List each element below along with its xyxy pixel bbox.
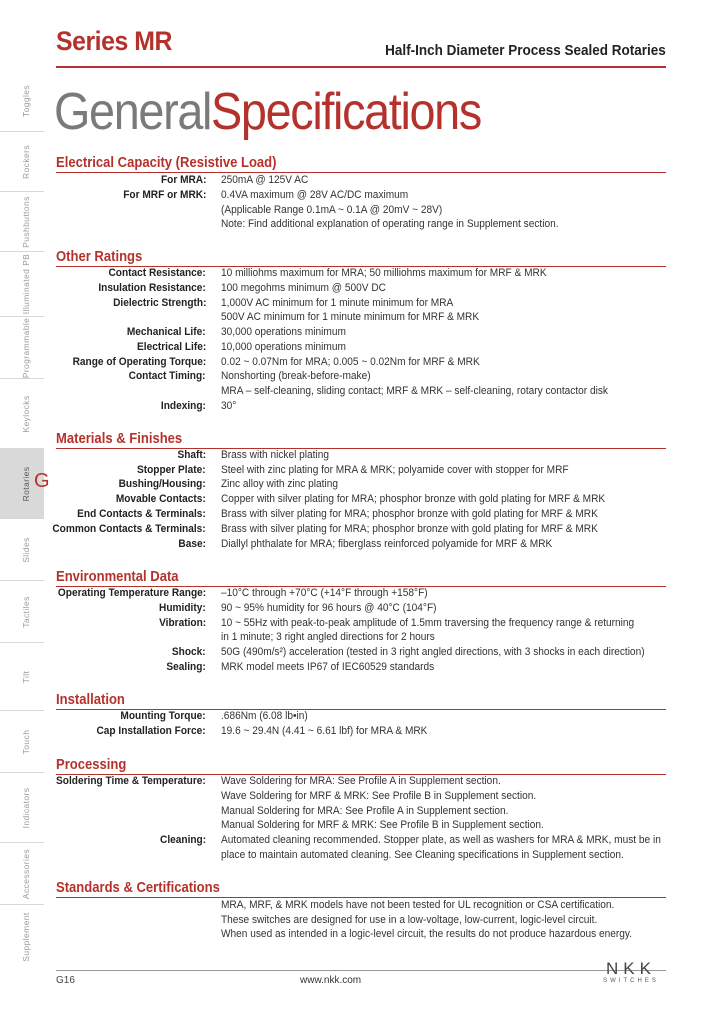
spec-label: Dielectric Strength:	[112, 297, 206, 309]
section-title-materials: Materials & Finishes	[56, 431, 183, 447]
spec-value: Note: Find additional explanation of operating range in Supplement section.	[221, 218, 559, 230]
side-tab-label: Accessories	[21, 848, 31, 899]
spec-row	[0, 522, 720, 537]
spec-value: 50G (490m/s²) acceleration (tested in 3 right angled directions, with 3 shocks in each direction)	[221, 646, 645, 658]
side-tab-label: Slides	[21, 536, 31, 563]
section-title-electrical: Electrical Capacity (Resistive Load)	[56, 155, 277, 171]
page-heading	[54, 82, 481, 142]
spec-value: 10 milliohms maximum for MRA; 50 milliohms maximum for MRF & MRK	[221, 267, 547, 279]
spec-value: Nonshorting (break-before-make)	[221, 370, 371, 382]
spec-value: Manual Soldering for MRF & MRK: See Profile B in Supplement section.	[221, 819, 544, 831]
spec-label: Base:	[178, 538, 206, 550]
spec-row	[0, 833, 720, 848]
spec-row	[0, 281, 720, 296]
side-tab-label: Illuminated PB	[21, 253, 31, 315]
spec-row	[0, 384, 720, 399]
spec-label: Mounting Torque:	[120, 710, 206, 722]
spec-value: 0.4VA maximum @ 28V AC/DC maximum	[221, 189, 409, 201]
spec-row	[0, 927, 720, 942]
spec-row	[0, 217, 720, 232]
spec-row	[0, 645, 720, 660]
spec-label: Humidity:	[159, 602, 206, 614]
spec-row	[0, 296, 720, 311]
section-letter: G	[34, 470, 50, 492]
spec-label: Electrical Life:	[136, 341, 206, 353]
spec-row	[0, 325, 720, 340]
spec-row	[0, 537, 720, 552]
spec-value: Brass with silver plating for MRA; phosphor bronze with gold plating for MRF & MRK	[221, 508, 598, 520]
section-title-standards: Standards & Certifications	[56, 880, 220, 896]
spec-label: Vibration:	[158, 617, 206, 629]
nkk-logo	[596, 960, 666, 986]
spec-row	[0, 369, 720, 384]
spec-row	[0, 203, 720, 218]
side-tab-label: Programmable	[21, 317, 31, 378]
spec-row	[0, 355, 720, 370]
spec-label: Contact Timing:	[129, 370, 206, 382]
section-title-processing: Processing	[56, 757, 127, 773]
spec-row	[0, 818, 720, 833]
section-title-other-ratings: Other Ratings	[56, 249, 143, 265]
spec-value: Automated cleaning recommended. Stopper plate, as well as washers for MRA & MRK, must be in	[221, 834, 661, 846]
spec-row	[0, 709, 720, 724]
spec-label: Bushing/Housing:	[118, 478, 206, 490]
spec-label: Stopper Plate:	[137, 464, 206, 476]
spec-label: End Contacts & Terminals:	[77, 508, 206, 520]
spec-value: 1,000V AC minimum for 1 minute minimum for MRA	[221, 297, 454, 309]
spec-row	[0, 724, 720, 739]
side-tab-label: Toggles	[21, 84, 31, 117]
spec-label: Soldering Time & Temperature:	[56, 775, 206, 787]
spec-label: Mechanical Life:	[127, 326, 206, 338]
website-link[interactable]: www.nkk.com	[300, 975, 362, 986]
side-tab-label: Pushbuttons	[21, 195, 31, 248]
side-tab-label: Rockers	[21, 144, 31, 179]
header-divider	[56, 66, 666, 68]
spec-value: 250mA @ 125V AC	[221, 174, 309, 186]
spec-row	[0, 448, 720, 463]
spec-value: Diallyl phthalate for MRA; fiberglass reinforced polyamide for MRF & MRK	[221, 538, 553, 550]
spec-row	[0, 507, 720, 522]
side-tab-label: Rotaries	[21, 466, 31, 501]
spec-value: 30,000 operations minimum	[221, 326, 346, 338]
spec-value: 90 ~ 95% humidity for 96 hours @ 40°C (104°F)	[221, 602, 437, 614]
page-number: G16	[56, 975, 75, 986]
spec-value: 500V AC minimum for 1 minute minimum for MRF & MRK	[221, 311, 480, 323]
spec-value: (Applicable Range 0.1mA ~ 0.1A @ 20mV ~ 28V)	[221, 204, 443, 216]
spec-label: Range of Operating Torque:	[72, 356, 206, 368]
spec-label: Operating Temperature Range:	[57, 587, 206, 599]
heading-word-general: General	[54, 83, 212, 141]
side-tab-label: Supplement	[21, 912, 31, 962]
spec-value: Wave Soldering for MRA: See Profile A in Supplement section.	[221, 775, 501, 787]
footer-divider	[56, 970, 666, 971]
series-title: Series MR	[56, 26, 172, 56]
spec-value: When used as intended in a logic-level circuit, the results do not produce hazardous energy.	[221, 928, 633, 940]
spec-value: Steel with zinc plating for MRA & MRK; polyamide cover with stopper for MRF	[221, 464, 569, 476]
spec-value: 30°	[221, 400, 237, 412]
spec-label: Common Contacts & Terminals:	[52, 523, 206, 535]
spec-value: 19.6 ~ 29.4N (4.41 ~ 6.61 lbf) for MRA & MRK	[221, 725, 428, 737]
spec-label: Shaft:	[177, 449, 206, 461]
spec-row	[0, 463, 720, 478]
spec-value: Wave Soldering for MRF & MRK: See Profile B in Supplement section.	[221, 790, 537, 802]
spec-label: Contact Resistance:	[108, 267, 206, 279]
spec-row	[0, 616, 720, 631]
spec-row	[0, 660, 720, 675]
spec-row	[0, 340, 720, 355]
side-tab-label: Tilt	[21, 670, 31, 683]
spec-row	[0, 188, 720, 203]
section-title-installation: Installation	[56, 692, 125, 708]
spec-row	[0, 630, 720, 645]
spec-row	[0, 601, 720, 616]
spec-row	[0, 586, 720, 601]
spec-label: Movable Contacts:	[116, 493, 206, 505]
spec-value: MRK model meets IP67 of IEC60529 standards	[221, 661, 435, 673]
spec-row	[0, 173, 720, 188]
side-tab-toggles[interactable]	[0, 70, 44, 132]
spec-label: For MRF or MRK:	[122, 189, 206, 201]
spec-row	[0, 898, 720, 913]
spec-value: MRA, MRF, & MRK models have not been tested for UL recognition or CSA certification.	[221, 899, 615, 911]
spec-row	[0, 789, 720, 804]
spec-value: These switches are designed for use in a low-voltage, low-current, logic-level circuit.	[221, 914, 598, 926]
spec-label: Insulation Resistance:	[98, 282, 206, 294]
side-tab-label: Indicators	[21, 787, 31, 828]
spec-value: MRA – self-cleaning, sliding contact; MRF & MRK – self-cleaning, rotary contactor disk	[221, 385, 608, 397]
spec-value: .686Nm (6.08 lb•in)	[221, 710, 308, 722]
spec-label: Shock:	[172, 646, 206, 658]
spec-label: Cap Installation Force:	[96, 725, 206, 737]
section-title-environmental: Environmental Data	[56, 569, 179, 585]
spec-label: Indexing:	[161, 400, 206, 412]
spec-value: Manual Soldering for MRA: See Profile A in Supplement section.	[221, 805, 509, 817]
side-tab-label: Keylocks	[21, 394, 31, 433]
header-subtitle: Half-Inch Diameter Process Sealed Rotaries	[385, 42, 666, 59]
spec-value: 0.02 ~ 0.07Nm for MRA; 0.005 ~ 0.02Nm for MRF & MRK	[221, 356, 480, 368]
spec-row	[0, 774, 720, 789]
spec-row	[0, 492, 720, 507]
spec-value: 10,000 operations minimum	[221, 341, 346, 353]
spec-label: For MRA:	[160, 174, 206, 186]
side-tab-label: Touch	[21, 729, 31, 754]
spec-row	[0, 804, 720, 819]
spec-value: 100 megohms minimum @ 500V DC	[221, 282, 386, 294]
side-tab-label: Tactiles	[21, 595, 31, 628]
spec-row	[0, 848, 720, 863]
spec-value: Brass with nickel plating	[221, 449, 329, 461]
spec-value: Zinc alloy with zinc plating	[221, 478, 338, 490]
spec-row	[0, 310, 720, 325]
heading-word-specifications: Specifications	[211, 83, 481, 141]
spec-label: Cleaning:	[159, 834, 206, 846]
spec-value: 10 ~ 55Hz with peak-to-peak amplitude of 1.5mm traversing the frequency range & returning	[221, 617, 635, 629]
brand-subtitle: SWITCHES	[603, 978, 659, 984]
spec-row	[0, 477, 720, 492]
spec-row	[0, 399, 720, 414]
spec-label: Sealing:	[166, 661, 206, 673]
spec-value: place to maintain automated cleaning. See Cleaning specifications in Supplement section.	[221, 849, 624, 861]
spec-value: Brass with silver plating for MRA; phosphor bronze with gold plating for MRF & MRK	[221, 523, 598, 535]
spec-value: –10°C through +70°C (+14°F through +158°F)	[221, 587, 428, 599]
spec-value: Copper with silver plating for MRA; phosphor bronze with gold plating for MRF & MRK	[221, 493, 606, 505]
spec-row	[0, 266, 720, 281]
brand-name: NKK	[606, 959, 656, 978]
spec-row	[0, 913, 720, 928]
spec-value: in 1 minute; 3 right angled directions for 2 hours	[221, 631, 435, 643]
